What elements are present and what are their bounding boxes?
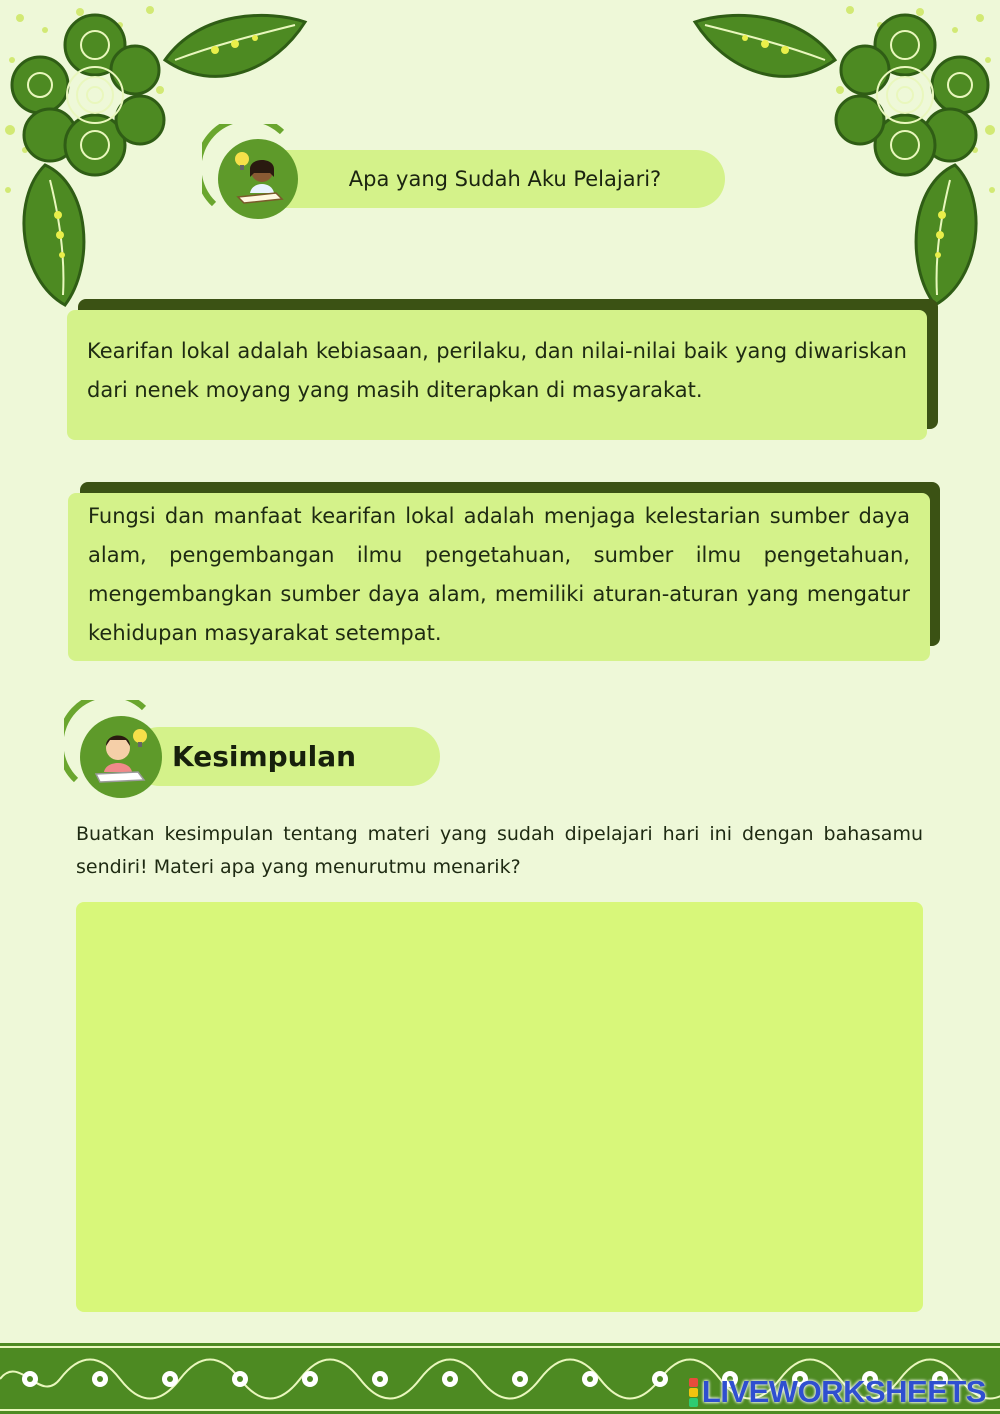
section-header-pill [245,150,725,208]
conclusion-answer-input[interactable] [76,902,923,1312]
summary-text-2: Fungsi dan manfaat kearifan lokal adalah menjaga kelestarian sumber daya alam, pengembangan ilmu pengetahuan, sumber ilmu pengetahuan, mengembangkan sumber daya alam, memiliki aturan-aturan yang mengatur kehidupan masyarakat setempat. [88,504,910,645]
student-writing-avatar [80,716,162,798]
liveworksheets-logo-icon [689,1378,698,1407]
student-reading-icon [226,147,290,211]
summary-card-2 [68,493,930,661]
conclusion-header-pill [130,727,440,786]
liveworksheets-watermark [689,1374,986,1410]
summary-text-1: Kearifan lokal adalah kebiasaan, perilaku, dan nilai-nilai baik yang diwariskan dari nenek moyang yang masih diterapkan di masyarakat. [87,339,907,402]
student-writing-icon [88,724,154,790]
conclusion-instructions: Buatkan kesimpulan tentang materi yang sudah dipelajari hari ini dengan bahasamu sendiri! Materi apa yang menurutmu menarik? [76,823,923,878]
leaf-decoration-top-right [680,0,1000,320]
student-reading-avatar [218,139,298,219]
summary-card-1 [67,310,927,440]
page-title: Apa yang Sudah Aku Pelajari? [348,167,662,191]
conclusion-title: Kesimpulan [172,740,357,773]
watermark-text: LIVEWORKSHEETS [701,1374,986,1409]
